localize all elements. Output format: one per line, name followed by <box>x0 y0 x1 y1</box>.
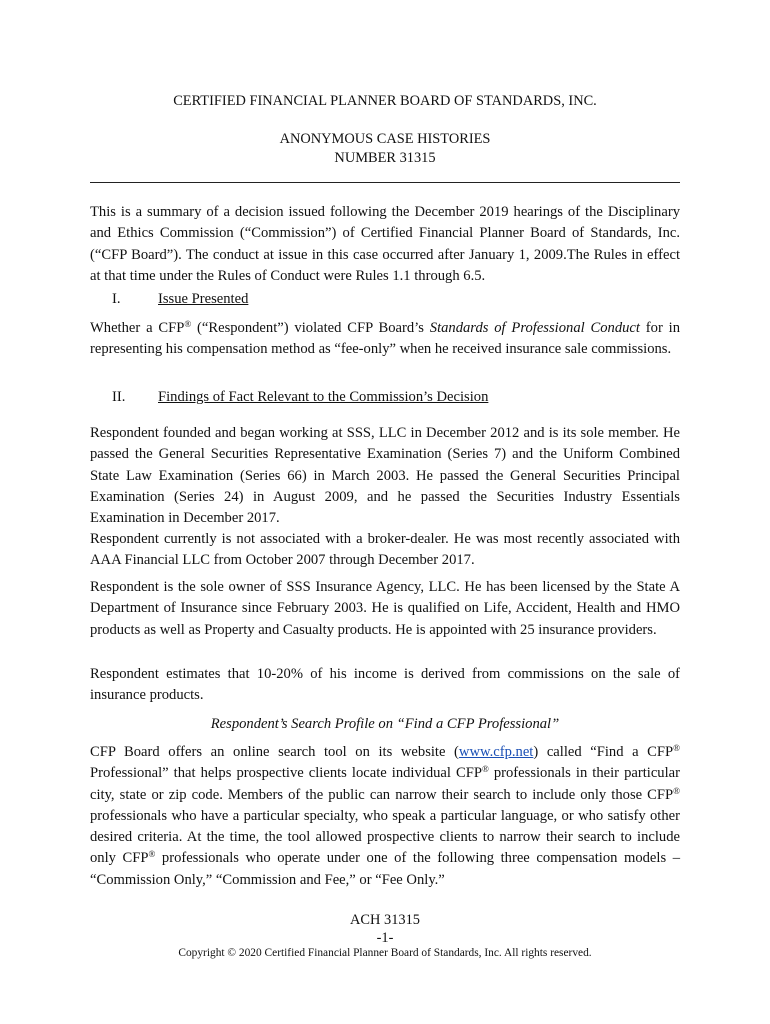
document-type-heading <box>0 130 770 168</box>
text-run: professionals in their particular city, state or zip code. Members of the public can narrow their search to include only those CFP <box>90 765 680 803</box>
registered-mark: ® <box>673 785 680 796</box>
text-run: professionals who have a particular specialty, who speak a particular language, or who satisfy other desired criteria. At the time, the tool allowed prospective clients to narrow their search to include only CFP <box>90 807 680 867</box>
intro-paragraph: This is a summary of a decision issued following the December 2019 hearings of the Disciplinary and Ethics Commission (“Commission”) of Certified Financial Planner Board of Standards, Inc. (“CFP Board”). The conduct at issue in this case occurred after January 1, 2009.The Rules in effect at that time under the Rules of Conduct were Rules 1.1 through 6.5. <box>90 204 680 284</box>
section-numeral: I. <box>112 291 121 307</box>
website-link[interactable]: www.cfp.net <box>458 744 534 760</box>
footer-case-id: ACH 31315 <box>350 912 420 928</box>
text-run: for in representing his compensation method as “fee-only” when he received insurance sale commissions. <box>90 320 680 358</box>
doc-type: ANONYMOUS CASE HISTORIES <box>279 131 491 147</box>
text-run: (“Respondent”) violated CFP Board’s <box>191 320 430 336</box>
registered-mark: ® <box>148 849 156 860</box>
findings-paragraph: Respondent founded and began working at SSS, LLC in December 2012 and is its sole member. He passed the General Securities Representative Examination (Series 7) and the Uniform Combined State Law Examination (Series 66) in March 2003. He passed the General Securities Principal Examination (Series 24) in August 2009, and he passed the Securities Industry Essentials Examination in December 2017. <box>90 425 680 527</box>
issue-paragraph <box>90 318 680 361</box>
text-run: CFP Board offers an online search tool on its website ( <box>90 744 459 760</box>
text-run: Professional” that helps prospective clients locate individual CFP <box>90 765 482 782</box>
findings-paragraph: Respondent is the sole owner of SSS Insurance Agency, LLC. He has been licensed by the State A Department of Insurance since February 2003. He is qualified on Life, Accident, Health and HMO products as well as Property and Casualty products. He is appointed with 25 insurance providers. <box>90 579 680 638</box>
section-numeral: II. <box>112 389 126 405</box>
organization-title: CERTIFIED FINANCIAL PLANNER BOARD OF STANDARDS, INC. <box>173 93 597 109</box>
registered-mark: ® <box>184 319 192 329</box>
findings-paragraph: Respondent estimates that 10-20% of his income is derived from commissions on the sale of insurance products. <box>90 666 680 704</box>
section-title: Issue Presented <box>158 291 249 307</box>
search-tool-paragraph <box>90 742 680 891</box>
standards-title: Standards of Professional Conduct <box>429 320 640 336</box>
text-run: professionals who operate under one of the following three compensation models – “Commission Only,” “Commission and Fee,” or “Fee Only.” <box>90 850 681 888</box>
findings-paragraph: Respondent currently is not associated with a broker-dealer. He was most recently associated with AAA Financial LLC from October 2007 through December 2017. <box>90 531 680 569</box>
page-number: -1- <box>376 930 394 946</box>
text-run: ) called “Find a CFP <box>533 744 674 760</box>
registered-mark: ® <box>481 764 489 775</box>
text-run: Whether a CFP <box>90 320 185 336</box>
section-title: Findings of Fact Relevant to the Commission’s Decision <box>158 389 489 405</box>
case-number: NUMBER 31315 <box>334 150 436 166</box>
registered-mark: ® <box>673 743 680 753</box>
subsection-heading: Respondent’s Search Profile on “Find a CFP Professional” <box>210 716 560 732</box>
copyright-notice: Copyright © 2020 Certified Financial Planner Board of Standards, Inc. All rights reserved. <box>178 947 592 959</box>
header-divider <box>90 182 680 183</box>
